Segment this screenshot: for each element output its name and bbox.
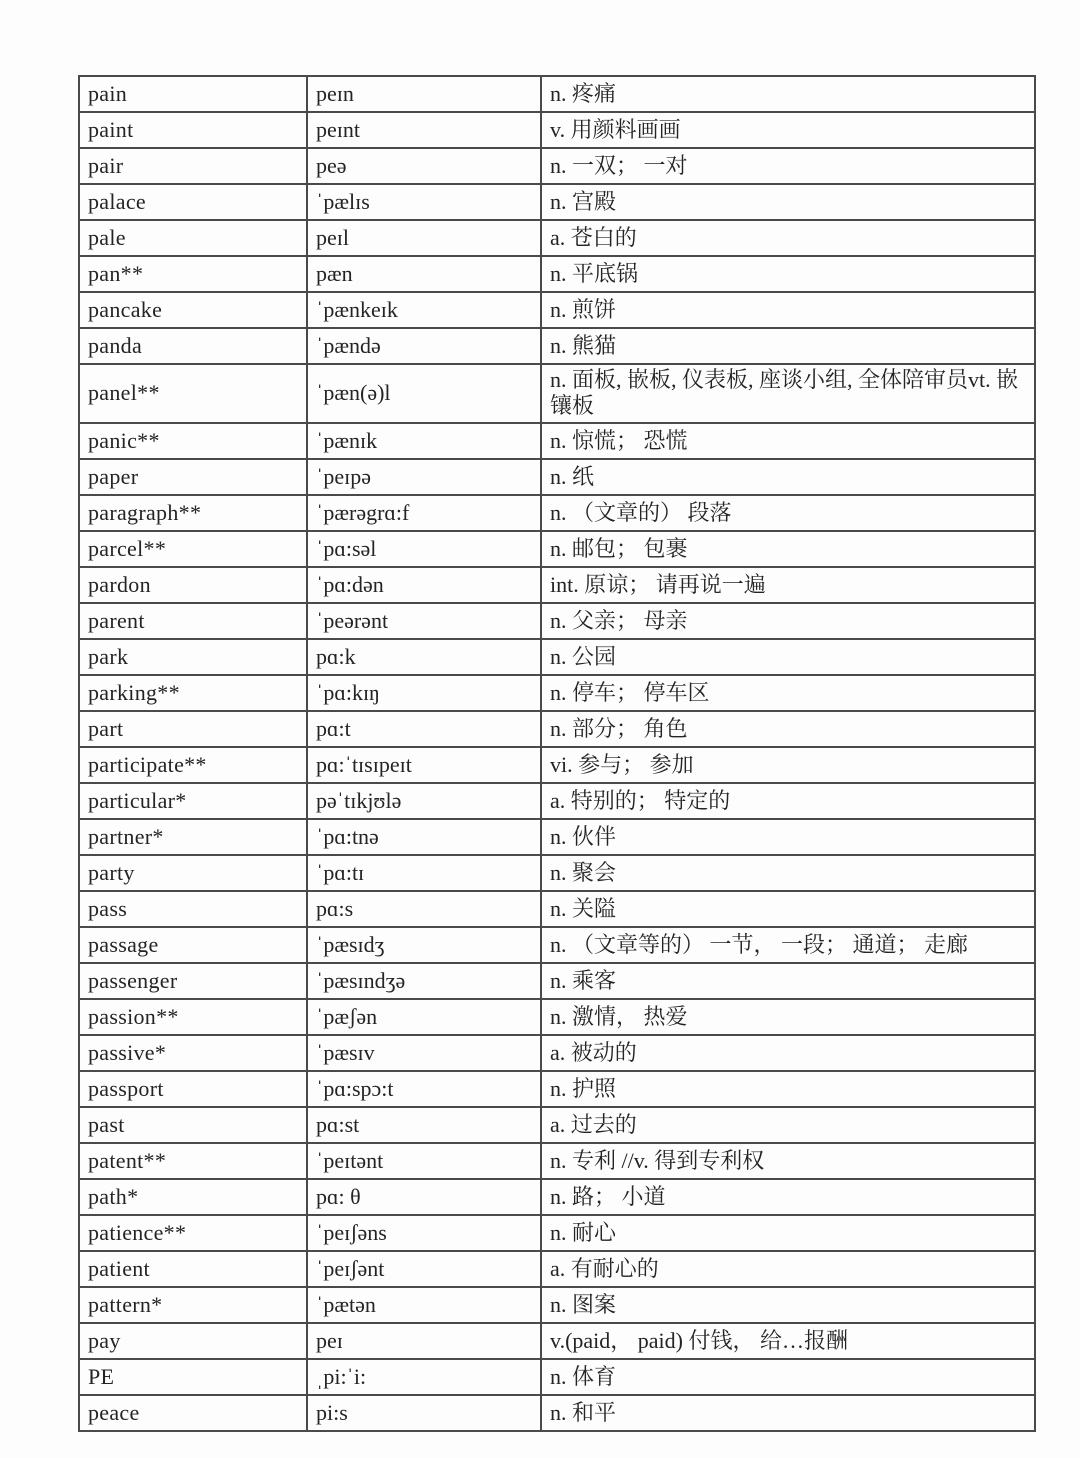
table-row bbox=[79, 1035, 1035, 1071]
table-row bbox=[79, 1359, 1035, 1395]
table-row bbox=[79, 1071, 1035, 1107]
phonetic-cell: ˈpeɪʃənt bbox=[307, 1251, 541, 1287]
word-cell: paint bbox=[79, 112, 307, 148]
phonetic-cell: ˈpeɪʃəns bbox=[307, 1215, 541, 1251]
word-cell: passage bbox=[79, 927, 307, 963]
meaning-cell: n. 停车； 停车区 bbox=[541, 675, 1035, 711]
meaning-cell: n. 聚会 bbox=[541, 855, 1035, 891]
meaning-cell: n. 熊猫 bbox=[541, 328, 1035, 364]
word-cell: pan** bbox=[79, 256, 307, 292]
phonetic-cell: pæn bbox=[307, 256, 541, 292]
phonetic-cell: pɑ:st bbox=[307, 1107, 541, 1143]
word-cell: passion** bbox=[79, 999, 307, 1035]
word-cell: panic** bbox=[79, 423, 307, 459]
phonetic-cell: ˈpælɪs bbox=[307, 184, 541, 220]
table-row bbox=[79, 184, 1035, 220]
word-cell: party bbox=[79, 855, 307, 891]
table-row bbox=[79, 459, 1035, 495]
table-row bbox=[79, 963, 1035, 999]
table-row bbox=[79, 1107, 1035, 1143]
phonetic-cell: ˈpænɪk bbox=[307, 423, 541, 459]
table-row bbox=[79, 256, 1035, 292]
meaning-cell: n. 激情， 热爱 bbox=[541, 999, 1035, 1035]
meaning-cell: n. 一双； 一对 bbox=[541, 148, 1035, 184]
word-cell: patient bbox=[79, 1251, 307, 1287]
phonetic-cell: ˈpeɪtənt bbox=[307, 1143, 541, 1179]
table-row bbox=[79, 423, 1035, 459]
meaning-cell: n. 体育 bbox=[541, 1359, 1035, 1395]
phonetic-cell: ˈpætən bbox=[307, 1287, 541, 1323]
word-cell: patience** bbox=[79, 1215, 307, 1251]
meaning-cell: int. 原谅； 请再说一遍 bbox=[541, 567, 1035, 603]
table-row bbox=[79, 531, 1035, 567]
meaning-cell: n. 路； 小道 bbox=[541, 1179, 1035, 1215]
table-row bbox=[79, 891, 1035, 927]
word-cell: pardon bbox=[79, 567, 307, 603]
meaning-cell: n. 关隘 bbox=[541, 891, 1035, 927]
word-cell: paper bbox=[79, 459, 307, 495]
word-cell: passenger bbox=[79, 963, 307, 999]
meaning-cell: a. 特别的； 特定的 bbox=[541, 783, 1035, 819]
word-cell: PE bbox=[79, 1359, 307, 1395]
word-cell: pair bbox=[79, 148, 307, 184]
table-row bbox=[79, 328, 1035, 364]
phonetic-cell: pɑ:s bbox=[307, 891, 541, 927]
meaning-cell: n. 宫殿 bbox=[541, 184, 1035, 220]
word-cell: pattern* bbox=[79, 1287, 307, 1323]
meaning-cell: n. 父亲； 母亲 bbox=[541, 603, 1035, 639]
phonetic-cell: pi:s bbox=[307, 1395, 541, 1431]
phonetic-cell: pɑ:t bbox=[307, 711, 541, 747]
meaning-cell: n. 耐心 bbox=[541, 1215, 1035, 1251]
meaning-cell: a. 被动的 bbox=[541, 1035, 1035, 1071]
phonetic-cell: peə bbox=[307, 148, 541, 184]
meaning-cell: n. （文章等的） 一节， 一段； 通道； 走廊 bbox=[541, 927, 1035, 963]
phonetic-cell: ˈpæsɪdʒ bbox=[307, 927, 541, 963]
phonetic-cell: peɪl bbox=[307, 220, 541, 256]
word-cell: park bbox=[79, 639, 307, 675]
phonetic-cell: ˈpæʃən bbox=[307, 999, 541, 1035]
phonetic-cell: ˌpi:ˈi: bbox=[307, 1359, 541, 1395]
word-cell: parking** bbox=[79, 675, 307, 711]
meaning-cell: n. 专利 //v. 得到专利权 bbox=[541, 1143, 1035, 1179]
table-row bbox=[79, 711, 1035, 747]
word-cell: paragraph** bbox=[79, 495, 307, 531]
phonetic-cell: ˈpæsɪndʒə bbox=[307, 963, 541, 999]
meaning-cell: n. 部分； 角色 bbox=[541, 711, 1035, 747]
phonetic-cell: ˈpɑ:kɪŋ bbox=[307, 675, 541, 711]
table-row bbox=[79, 639, 1035, 675]
meaning-cell: n. 惊慌； 恐慌 bbox=[541, 423, 1035, 459]
table-row bbox=[79, 819, 1035, 855]
phonetic-cell: peɪ bbox=[307, 1323, 541, 1359]
word-cell: peace bbox=[79, 1395, 307, 1431]
table-row bbox=[79, 1143, 1035, 1179]
phonetic-cell: ˈpɑ:spɔ:t bbox=[307, 1071, 541, 1107]
meaning-cell: n. （文章的） 段落 bbox=[541, 495, 1035, 531]
word-cell: panel** bbox=[79, 364, 307, 423]
table-row bbox=[79, 76, 1035, 112]
meaning-cell: a. 有耐心的 bbox=[541, 1251, 1035, 1287]
meaning-cell: n. 平底锅 bbox=[541, 256, 1035, 292]
table-row bbox=[79, 855, 1035, 891]
phonetic-cell: ˈpæsɪv bbox=[307, 1035, 541, 1071]
table-row bbox=[79, 747, 1035, 783]
phonetic-cell: ˈpæn(ə)l bbox=[307, 364, 541, 423]
meaning-cell: v.(paid， paid) 付钱， 给…报酬 bbox=[541, 1323, 1035, 1359]
word-cell: patent** bbox=[79, 1143, 307, 1179]
table-row bbox=[79, 783, 1035, 819]
meaning-cell: n. 邮包； 包裹 bbox=[541, 531, 1035, 567]
phonetic-cell: peɪn bbox=[307, 76, 541, 112]
phonetic-cell: ˈpeɪpə bbox=[307, 459, 541, 495]
word-cell: palace bbox=[79, 184, 307, 220]
meaning-cell: n. 纸 bbox=[541, 459, 1035, 495]
meaning-cell: n. 乘客 bbox=[541, 963, 1035, 999]
table-row bbox=[79, 1323, 1035, 1359]
phonetic-cell: pəˈtɪkjʊlə bbox=[307, 783, 541, 819]
meaning-cell: n. 公园 bbox=[541, 639, 1035, 675]
word-cell: parent bbox=[79, 603, 307, 639]
vocab-table-body bbox=[79, 76, 1035, 1431]
word-cell: passport bbox=[79, 1071, 307, 1107]
table-row bbox=[79, 148, 1035, 184]
table-row bbox=[79, 292, 1035, 328]
phonetic-cell: ˈpɑ:səl bbox=[307, 531, 541, 567]
word-cell: pale bbox=[79, 220, 307, 256]
table-row bbox=[79, 1395, 1035, 1431]
table-row bbox=[79, 675, 1035, 711]
table-row bbox=[79, 220, 1035, 256]
table-row bbox=[79, 1179, 1035, 1215]
table-row bbox=[79, 927, 1035, 963]
phonetic-cell: pɑ: θ bbox=[307, 1179, 541, 1215]
word-cell: partner* bbox=[79, 819, 307, 855]
meaning-cell: vi. 参与； 参加 bbox=[541, 747, 1035, 783]
meaning-cell: n. 护照 bbox=[541, 1071, 1035, 1107]
meaning-cell: v. 用颜料画画 bbox=[541, 112, 1035, 148]
phonetic-cell: ˈpɑ:tɪ bbox=[307, 855, 541, 891]
phonetic-cell: pɑ:ˈtɪsɪpeɪt bbox=[307, 747, 541, 783]
phonetic-cell: ˈpɑ:dən bbox=[307, 567, 541, 603]
table-row bbox=[79, 567, 1035, 603]
word-cell: pass bbox=[79, 891, 307, 927]
table-row bbox=[79, 603, 1035, 639]
table-row bbox=[79, 1215, 1035, 1251]
word-cell: path* bbox=[79, 1179, 307, 1215]
table-row bbox=[79, 1251, 1035, 1287]
word-cell: parcel** bbox=[79, 531, 307, 567]
table-row bbox=[79, 112, 1035, 148]
meaning-cell: n. 和平 bbox=[541, 1395, 1035, 1431]
phonetic-cell: peɪnt bbox=[307, 112, 541, 148]
word-cell: participate** bbox=[79, 747, 307, 783]
meaning-cell: n. 面板, 嵌板, 仪表板, 座谈小组, 全体陪审员vt. 嵌镶板 bbox=[541, 364, 1035, 423]
word-cell: past bbox=[79, 1107, 307, 1143]
meaning-cell: a. 苍白的 bbox=[541, 220, 1035, 256]
meaning-cell: n. 伙伴 bbox=[541, 819, 1035, 855]
phonetic-cell: ˈpeərənt bbox=[307, 603, 541, 639]
table-row bbox=[79, 364, 1035, 423]
table-row bbox=[79, 495, 1035, 531]
table-row bbox=[79, 999, 1035, 1035]
word-cell: pancake bbox=[79, 292, 307, 328]
word-cell: particular* bbox=[79, 783, 307, 819]
phonetic-cell: ˈpændə bbox=[307, 328, 541, 364]
meaning-cell: n. 煎饼 bbox=[541, 292, 1035, 328]
table-row bbox=[79, 1287, 1035, 1323]
phonetic-cell: ˈpænkeɪk bbox=[307, 292, 541, 328]
word-cell: panda bbox=[79, 328, 307, 364]
phonetic-cell: ˈpærəgrɑ:f bbox=[307, 495, 541, 531]
meaning-cell: n. 疼痛 bbox=[541, 76, 1035, 112]
word-cell: part bbox=[79, 711, 307, 747]
word-cell: passive* bbox=[79, 1035, 307, 1071]
vocab-table bbox=[78, 75, 1036, 1432]
meaning-cell: a. 过去的 bbox=[541, 1107, 1035, 1143]
phonetic-cell: pɑ:k bbox=[307, 639, 541, 675]
phonetic-cell: ˈpɑ:tnə bbox=[307, 819, 541, 855]
word-cell: pain bbox=[79, 76, 307, 112]
word-cell: pay bbox=[79, 1323, 307, 1359]
meaning-cell: n. 图案 bbox=[541, 1287, 1035, 1323]
